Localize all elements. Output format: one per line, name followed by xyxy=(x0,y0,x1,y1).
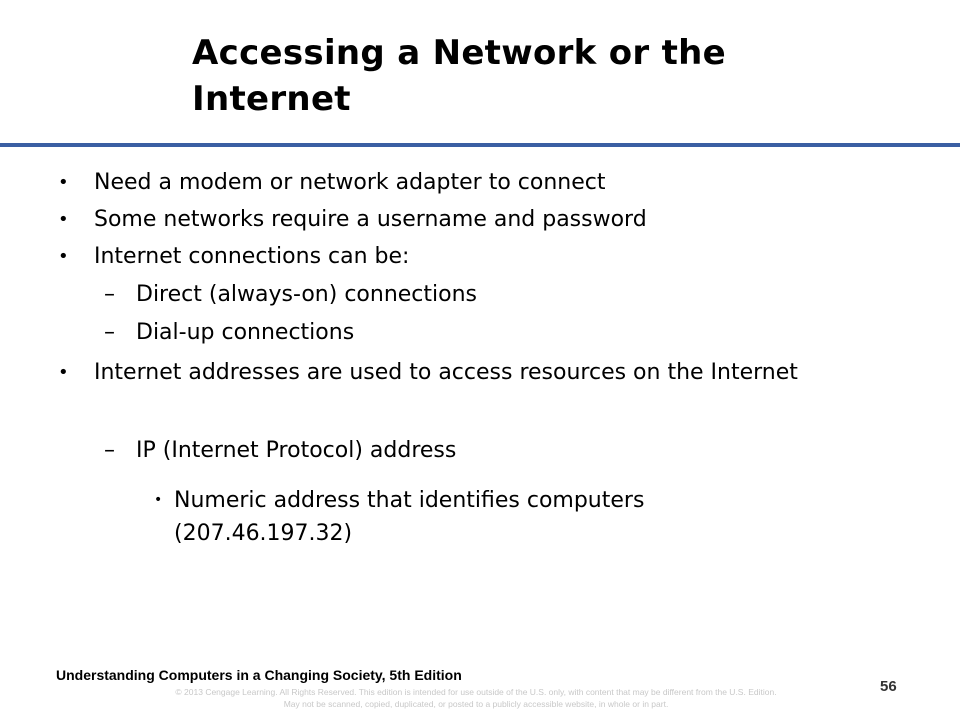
bullet-item: • Internet connections can be: xyxy=(58,240,918,273)
sub-bullet-item: – Dial-up connections xyxy=(104,316,904,349)
bullet-item: • Need a modem or network adapter to connect xyxy=(58,166,918,199)
dash-icon: – xyxy=(104,282,115,307)
slide-title: Accessing a Network or the Internet xyxy=(192,33,727,119)
dash-icon: – xyxy=(104,320,115,345)
bullet-dot-icon: • xyxy=(154,492,163,508)
sub-bullet-item: – Direct (always-on) connections xyxy=(104,278,904,311)
bullet-dot-icon: • xyxy=(58,246,69,267)
sub-bullet-item: – IP (Internet Protocol) address xyxy=(104,434,904,467)
bullet-item: • Internet addresses are used to access resources on the Internet xyxy=(58,356,838,389)
bullet-dot-icon: • xyxy=(58,362,69,383)
bullet-item: • Some networks require a username and password xyxy=(58,203,918,236)
bullet-dot-icon: • xyxy=(58,172,69,193)
page-number: 56 xyxy=(880,678,897,695)
footer-book-title: Understanding Computers in a Changing Society, 5th Edition xyxy=(56,667,462,683)
dash-icon: – xyxy=(104,438,115,463)
sub-sub-bullet-item: • Numeric address that identifies computers (207.46.197.32) xyxy=(154,484,774,550)
copyright-notice: © 2013 Cengage Learning. All Rights Reserved. This edition is intended for use outside of the U.S. only, with content that may be different from the U.S. Edition. May not be scanned, copied, duplicated, or posted to a publicly accessible website, in whole or in part. xyxy=(175,687,777,709)
title-divider xyxy=(0,143,960,147)
bullet-dot-icon: • xyxy=(58,209,69,230)
